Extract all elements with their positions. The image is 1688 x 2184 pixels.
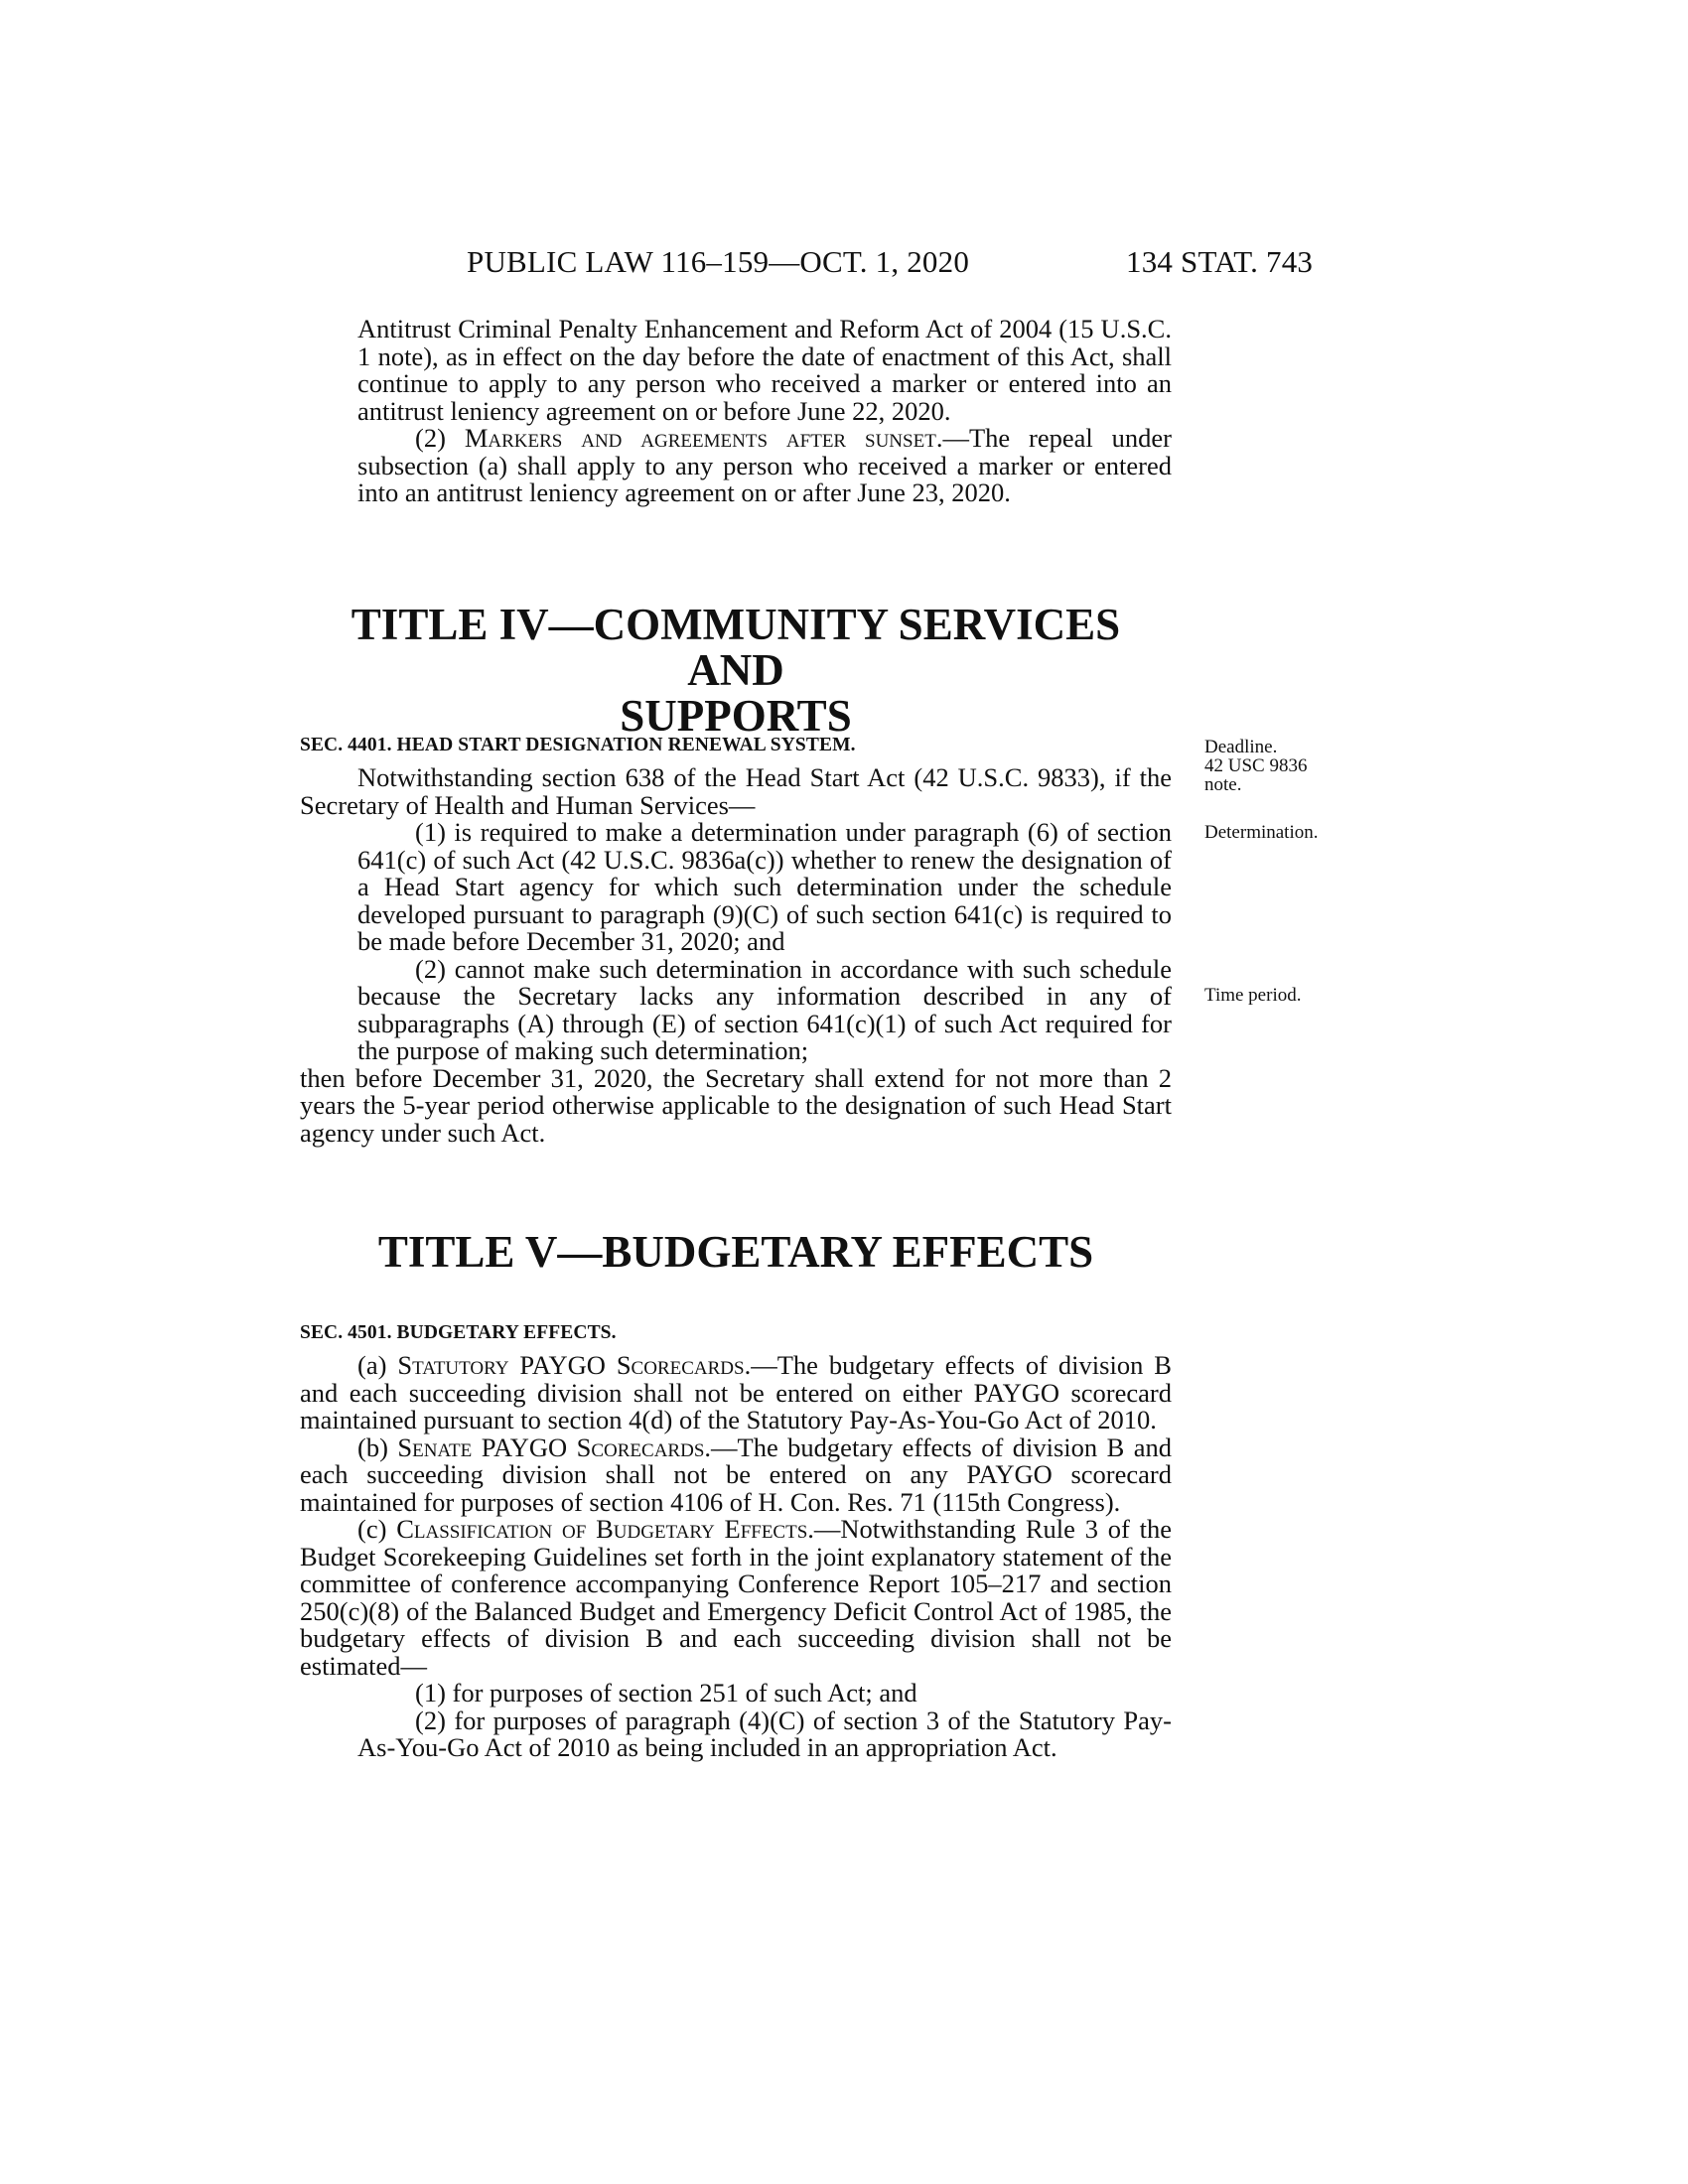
intro-block bbox=[300, 316, 1172, 507]
title-iv-line1: TITLE IV—COMMUNITY SERVICES AND bbox=[351, 600, 1121, 695]
margin-note-usc-line2: note. bbox=[1204, 774, 1242, 795]
sec-4401-heading: SEC. 4401. HEAD START DESIGNATION RENEWAL SYSTEM. bbox=[300, 735, 856, 755]
page-header bbox=[0, 244, 1688, 288]
subsection-b-label: (b) bbox=[357, 1432, 398, 1462]
sec-4501-subsection-a bbox=[300, 1352, 1172, 1434]
subsection-c-heading: Classification of Budgetary Effects bbox=[396, 1514, 808, 1544]
subsection-a-label: (a) bbox=[357, 1350, 398, 1380]
sec-4401-closing: then before December 31, 2020, the Secretary shall extend for not more than 2 years the 5-year period otherwise applicable to the designation of such Head Start agency under such Act. bbox=[300, 1062, 1172, 1148]
sec-4501-body bbox=[300, 1352, 1172, 1762]
continuation-paragraph: Antitrust Criminal Penalty Enhancement and Reform Act of 2004 (15 U.S.C. 1 note), as in effect on the day before the date of enactment of this Act, shall continue to apply to any person who received a marker or entered into an antitrust leniency agreement on or before June 22, 2020. bbox=[357, 314, 1172, 426]
title-v-line1: TITLE V—BUDGETARY EFFECTS bbox=[377, 1227, 1094, 1277]
paragraph-2-heading: Markers and agreements after sunset bbox=[464, 423, 936, 453]
margin-note-time-period: Time period. bbox=[1204, 985, 1302, 1006]
subsection-a-text: .—The budgetary effects of division B and each succeeding division shall not be entered on either PAYGO scorecard maintained pursuant to section 4(d) of the Statutory Pay-As-You-Go Act of 2010. bbox=[300, 1350, 1172, 1434]
margin-note-deadline-label: Deadline. bbox=[1204, 737, 1278, 757]
sec-4501-heading: SEC. 4501. BUDGETARY EFFECTS. bbox=[300, 1322, 617, 1343]
sec-4401-intro: Notwithstanding section 638 of the Head Start Act (42 U.S.C. 9833), if the Secretary of Health and Human Services— bbox=[300, 762, 1172, 820]
margin-note-determination: Determination. bbox=[1204, 822, 1319, 843]
sec-4501-subsection-b bbox=[300, 1434, 1172, 1517]
subsection-b-heading: Senate PAYGO Scorecards bbox=[397, 1432, 705, 1462]
sec-4401-item-1: (1) is required to make a determination under paragraph (6) of section 641(c) of such Act (42 U.S.C. 9836a(c)) whether to renew the designation of a Head Start agency for which such determination under the schedule developed pursuant to paragraph (9)(C) of such section 641(c) is required to be made before December 31, 2020; and bbox=[357, 817, 1172, 956]
sec-4501-subsection-c bbox=[300, 1516, 1172, 1680]
subsection-c-text: .—Notwithstanding Rule 3 of the Budget Scorekeeping Guidelines set forth in the joint explanatory statement of the committee of conference accompanying Conference Report 105–217 and section 250(c)(8) of the Balanced Budget and Emergency Deficit Control Act of 1985, the budgetary effects of division B and each succeeding division shall not be estimated— bbox=[300, 1514, 1172, 1681]
page-reference: 134 STAT. 743 bbox=[1126, 244, 1314, 279]
margin-note-deadline bbox=[1204, 738, 1307, 794]
sec-4401-body bbox=[300, 764, 1172, 1147]
sec-4401-item-2: (2) cannot make such determination in accordance with such schedule because the Secretary lacks any information described in any of subparagraphs (A) through (E) of section 641(c)(1) of such Act required for the purpose of making such determination; bbox=[357, 953, 1172, 1065]
margin-note-usc-line1: 42 USC 9836 bbox=[1204, 755, 1308, 776]
subsection-a-heading: Statutory PAYGO Scorecards bbox=[397, 1350, 745, 1380]
title-iv-line2: SUPPORTS bbox=[620, 691, 852, 741]
paragraph-2-label: (2) bbox=[415, 423, 465, 453]
running-head: PUBLIC LAW 116–159—OCT. 1, 2020 bbox=[467, 244, 970, 279]
paragraph-2-text: .—The repeal under subsection (a) shall apply to any person who received a marker or entered into an antitrust leniency agreement on or after June 23, 2020. bbox=[357, 423, 1173, 507]
subsection-c-label: (c) bbox=[357, 1514, 397, 1544]
sec-4501-paragraph-c1: (1) for purposes of section 251 of such Act; and bbox=[415, 1678, 917, 1707]
subsection-b-text: .—The budgetary effects of division B and each succeeding division shall not be entered on any PAYGO scorecard maintained for purposes of section 4106 of H. Con. Res. 71 (115th Congress). bbox=[300, 1432, 1172, 1517]
title-v-heading bbox=[300, 1229, 1172, 1275]
paragraph-2 bbox=[300, 425, 1172, 507]
sec-4501-paragraph-c2: (2) for purposes of paragraph (4)(C) of section 3 of the Statutory Pay-As-You-Go Act of 2010 as being included in an appropriation Act. bbox=[357, 1705, 1172, 1762]
title-iv-heading bbox=[300, 602, 1172, 739]
